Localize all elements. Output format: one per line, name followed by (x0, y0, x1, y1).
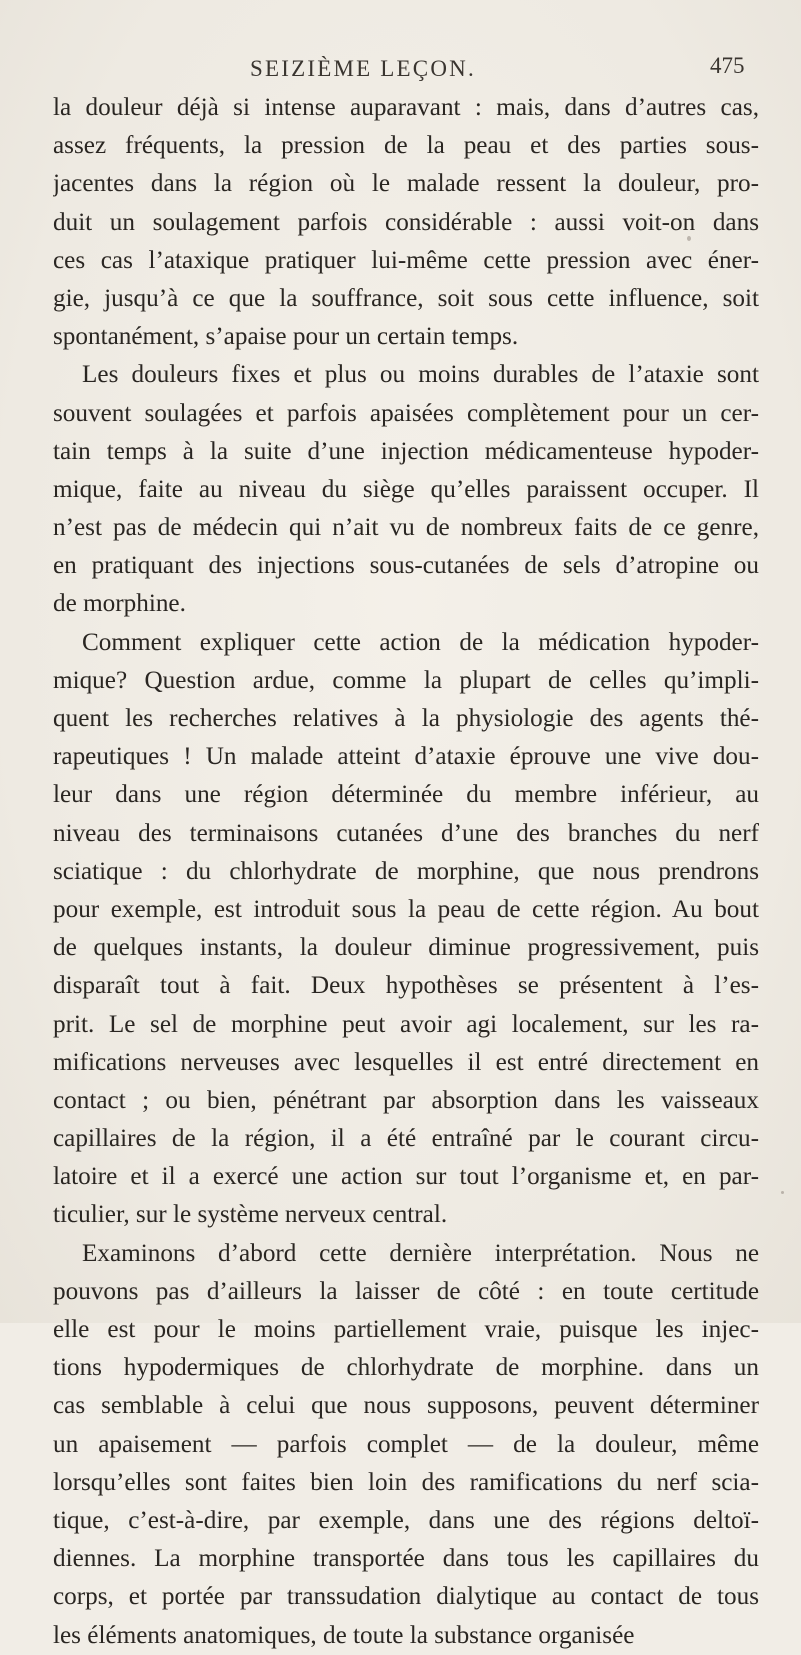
text-line: elle est pour le moins partiellement vraie, puisque les injec- (53, 1316, 759, 1343)
text-line: la douleur déjà si intense auparavant : mais, dans d’autres cas, (53, 94, 759, 121)
text-line: mifications nerveuses avec lesquelles il est entré directement en (53, 1048, 759, 1076)
text-line: leur dans une région déterminée du membre inférieur, au (53, 781, 759, 809)
text-line: tain temps à la suite d’une injection médicamenteuse hypoder- (53, 437, 759, 465)
text-line: pouvons pas d’ailleurs la laisser de côté : en toute certitude (53, 1277, 759, 1305)
text-line: souvent soulagées et parfois apaisées complètement pour un cer- (53, 399, 759, 427)
text-line: rapeutiques ! Un malade atteint d’ataxie éprouve une vive dou- (53, 743, 759, 771)
text-line: sciatique : du chlorhydrate de morphine, que nous prendrons (53, 857, 759, 885)
text-line: de morphine. (53, 590, 186, 618)
text-line: en pratiquant des injections sous-cutanées de sels d’atropine ou (53, 552, 759, 580)
text-line: corps, et portée par transsudation dialytique au contact de tous (53, 1583, 759, 1611)
text-line: latoire et il a exercé une action sur tout l’organisme et, en par- (53, 1163, 759, 1191)
text-line: tions hypodermiques de chlorhydrate de morphine. dans un (53, 1354, 759, 1382)
paragraph-start-line: Comment expliquer cette action de la médication hypoder- (82, 628, 759, 656)
text-line: capillaires de la région, il a été entraîné par le courant circu- (53, 1125, 759, 1153)
text-line: contact ; ou bien, pénétrant par absorption dans les vaisseaux (53, 1086, 759, 1114)
text-line: niveau des terminaisons cutanées d’une des branches du nerf (53, 819, 759, 847)
text-line: diennes. La morphine transportée dans tous les capillaires du (53, 1545, 759, 1573)
text-line: prit. Le sel de morphine peut avoir agi localement, sur les ra- (53, 1010, 759, 1038)
text-line: les éléments anatomiques, de toute la substance organisée (53, 1621, 635, 1649)
text-line: pour exemple, est introduit sous la peau de cette région. Au bout (53, 895, 759, 923)
text-line: mique? Question ardue, comme la plupart de celles qu’impli- (53, 666, 759, 694)
text-line: n’est pas de médecin qui n’ait vu de nombreux faits de ce genre, (53, 514, 759, 542)
text-line: disparaît tout à fait. Deux hypothèses se présentent à l’es- (53, 972, 759, 1000)
text-line: ticulier, sur le système nerveux central. (53, 1201, 448, 1229)
paragraph-start-line: Les douleurs fixes et plus ou moins durables de l’ataxie sont (82, 361, 759, 389)
text-line: duit un soulagement parfois considérable : aussi voit-on dans (53, 208, 759, 236)
text-line: mique, faite au niveau du siège qu’elles paraissent occuper. Il (53, 475, 759, 503)
text-line: tique, c’est-à-dire, par exemple, dans une des régions deltoï- (53, 1506, 759, 1534)
text-line: ces cas l’ataxique pratiquer lui-même cette pression avec éner- (53, 246, 759, 274)
page-number: 475 (710, 53, 745, 78)
body-text (53, 89, 759, 1655)
text-line: lorsqu’elles sont faites bien loin des ramifications du nerf scia- (53, 1468, 759, 1496)
text-line: de quelques instants, la douleur diminue progressivement, puis (53, 934, 759, 962)
paper-speck (781, 1191, 784, 1194)
text-line: spontanément, s’apaise pour un certain temps. (53, 323, 519, 351)
text-line: assez fréquents, la pression de la peau et des parties sous- (53, 132, 759, 160)
text-line: gie, jusqu’à ce que la souffrance, soit sous cette influence, soit (53, 284, 759, 312)
text-line: jacentes dans la région où le malade ressent la douleur, pro- (53, 170, 759, 198)
text-line: un apaisement — parfois complet — de la douleur, même (53, 1430, 759, 1458)
running-head: SEIZIÈME LEÇON. (250, 56, 476, 81)
paragraph-start-line: Examinons d’abord cette dernière interprétation. Nous ne (82, 1239, 759, 1267)
paper-speck (687, 236, 691, 241)
text-line: quent les recherches relatives à la physiologie des agents thé- (53, 705, 759, 732)
text-line: cas semblable à celui que nous supposons, peuvent déterminer (53, 1392, 759, 1420)
